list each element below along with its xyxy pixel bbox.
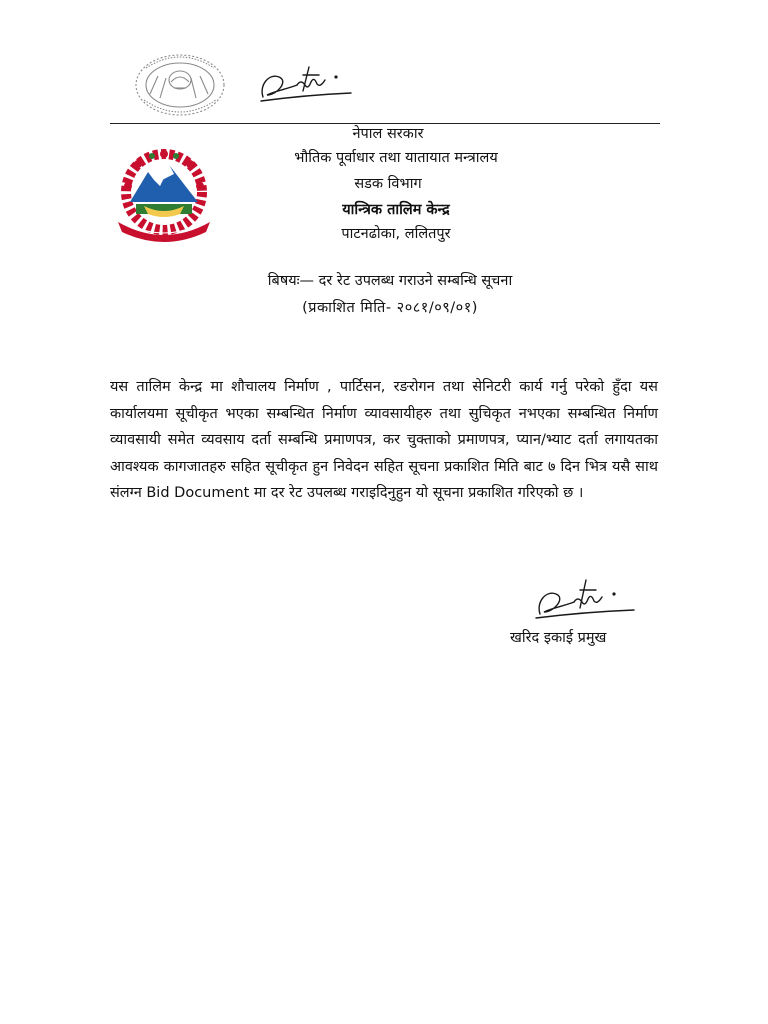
header-department: सडक विभाग	[354, 176, 422, 192]
header-government: नेपाल सरकार	[352, 126, 424, 142]
header-ministry: भौतिक पूर्वाधार तथा यातायात मन्त्रालय	[294, 150, 498, 166]
signatory-title: खरिद इकाई प्रमुख	[510, 630, 607, 646]
publish-date: (प्रकाशित मिति- २०८१/०९/०१)	[302, 300, 478, 316]
signature-icon	[528, 572, 638, 628]
header-office: यान्त्रिक तालिम केन्द्र	[342, 202, 450, 218]
notice-subject: बिषयः— दर रेट उपलब्ध गराउने सम्बन्धि सूचना	[267, 273, 513, 289]
header-address: पाटनढोका, ललितपुर	[341, 226, 451, 242]
signature-icon	[253, 55, 358, 110]
notice-body: यस तालिम केन्द्र मा शौचालय निर्माण , पार्टिसन, रङरोगन तथा सेनिटरी कार्य गर्नु परेको हुँदा यस कार्यालयमा सूचीकृत भएका सम्बन्धित निर्माण व्यावसायीहरु तथा सुचिकृत नभएका सम्बन्धित निर्माण व्यावसायी समेत व्यवसाय दर्ता सम्बन्धि प्रमाणपत्र, कर चुक्ताको प्रमाणपत्र, प्यान/भ्याट दर्ता लगायतका आवश्यक कागजातहरु सहित सूचीकृत हुन निवेदन सहित सूचना प्रकाशित मिति बाट ७ दिन भित्र यसै साथ संलग्न Bid Document मा दर रेट उपलब्ध गराइदिनुहुन यो सूचना प्रकाशित गरिएको छ ।	[110, 379, 658, 501]
office-stamp-icon	[130, 50, 230, 120]
